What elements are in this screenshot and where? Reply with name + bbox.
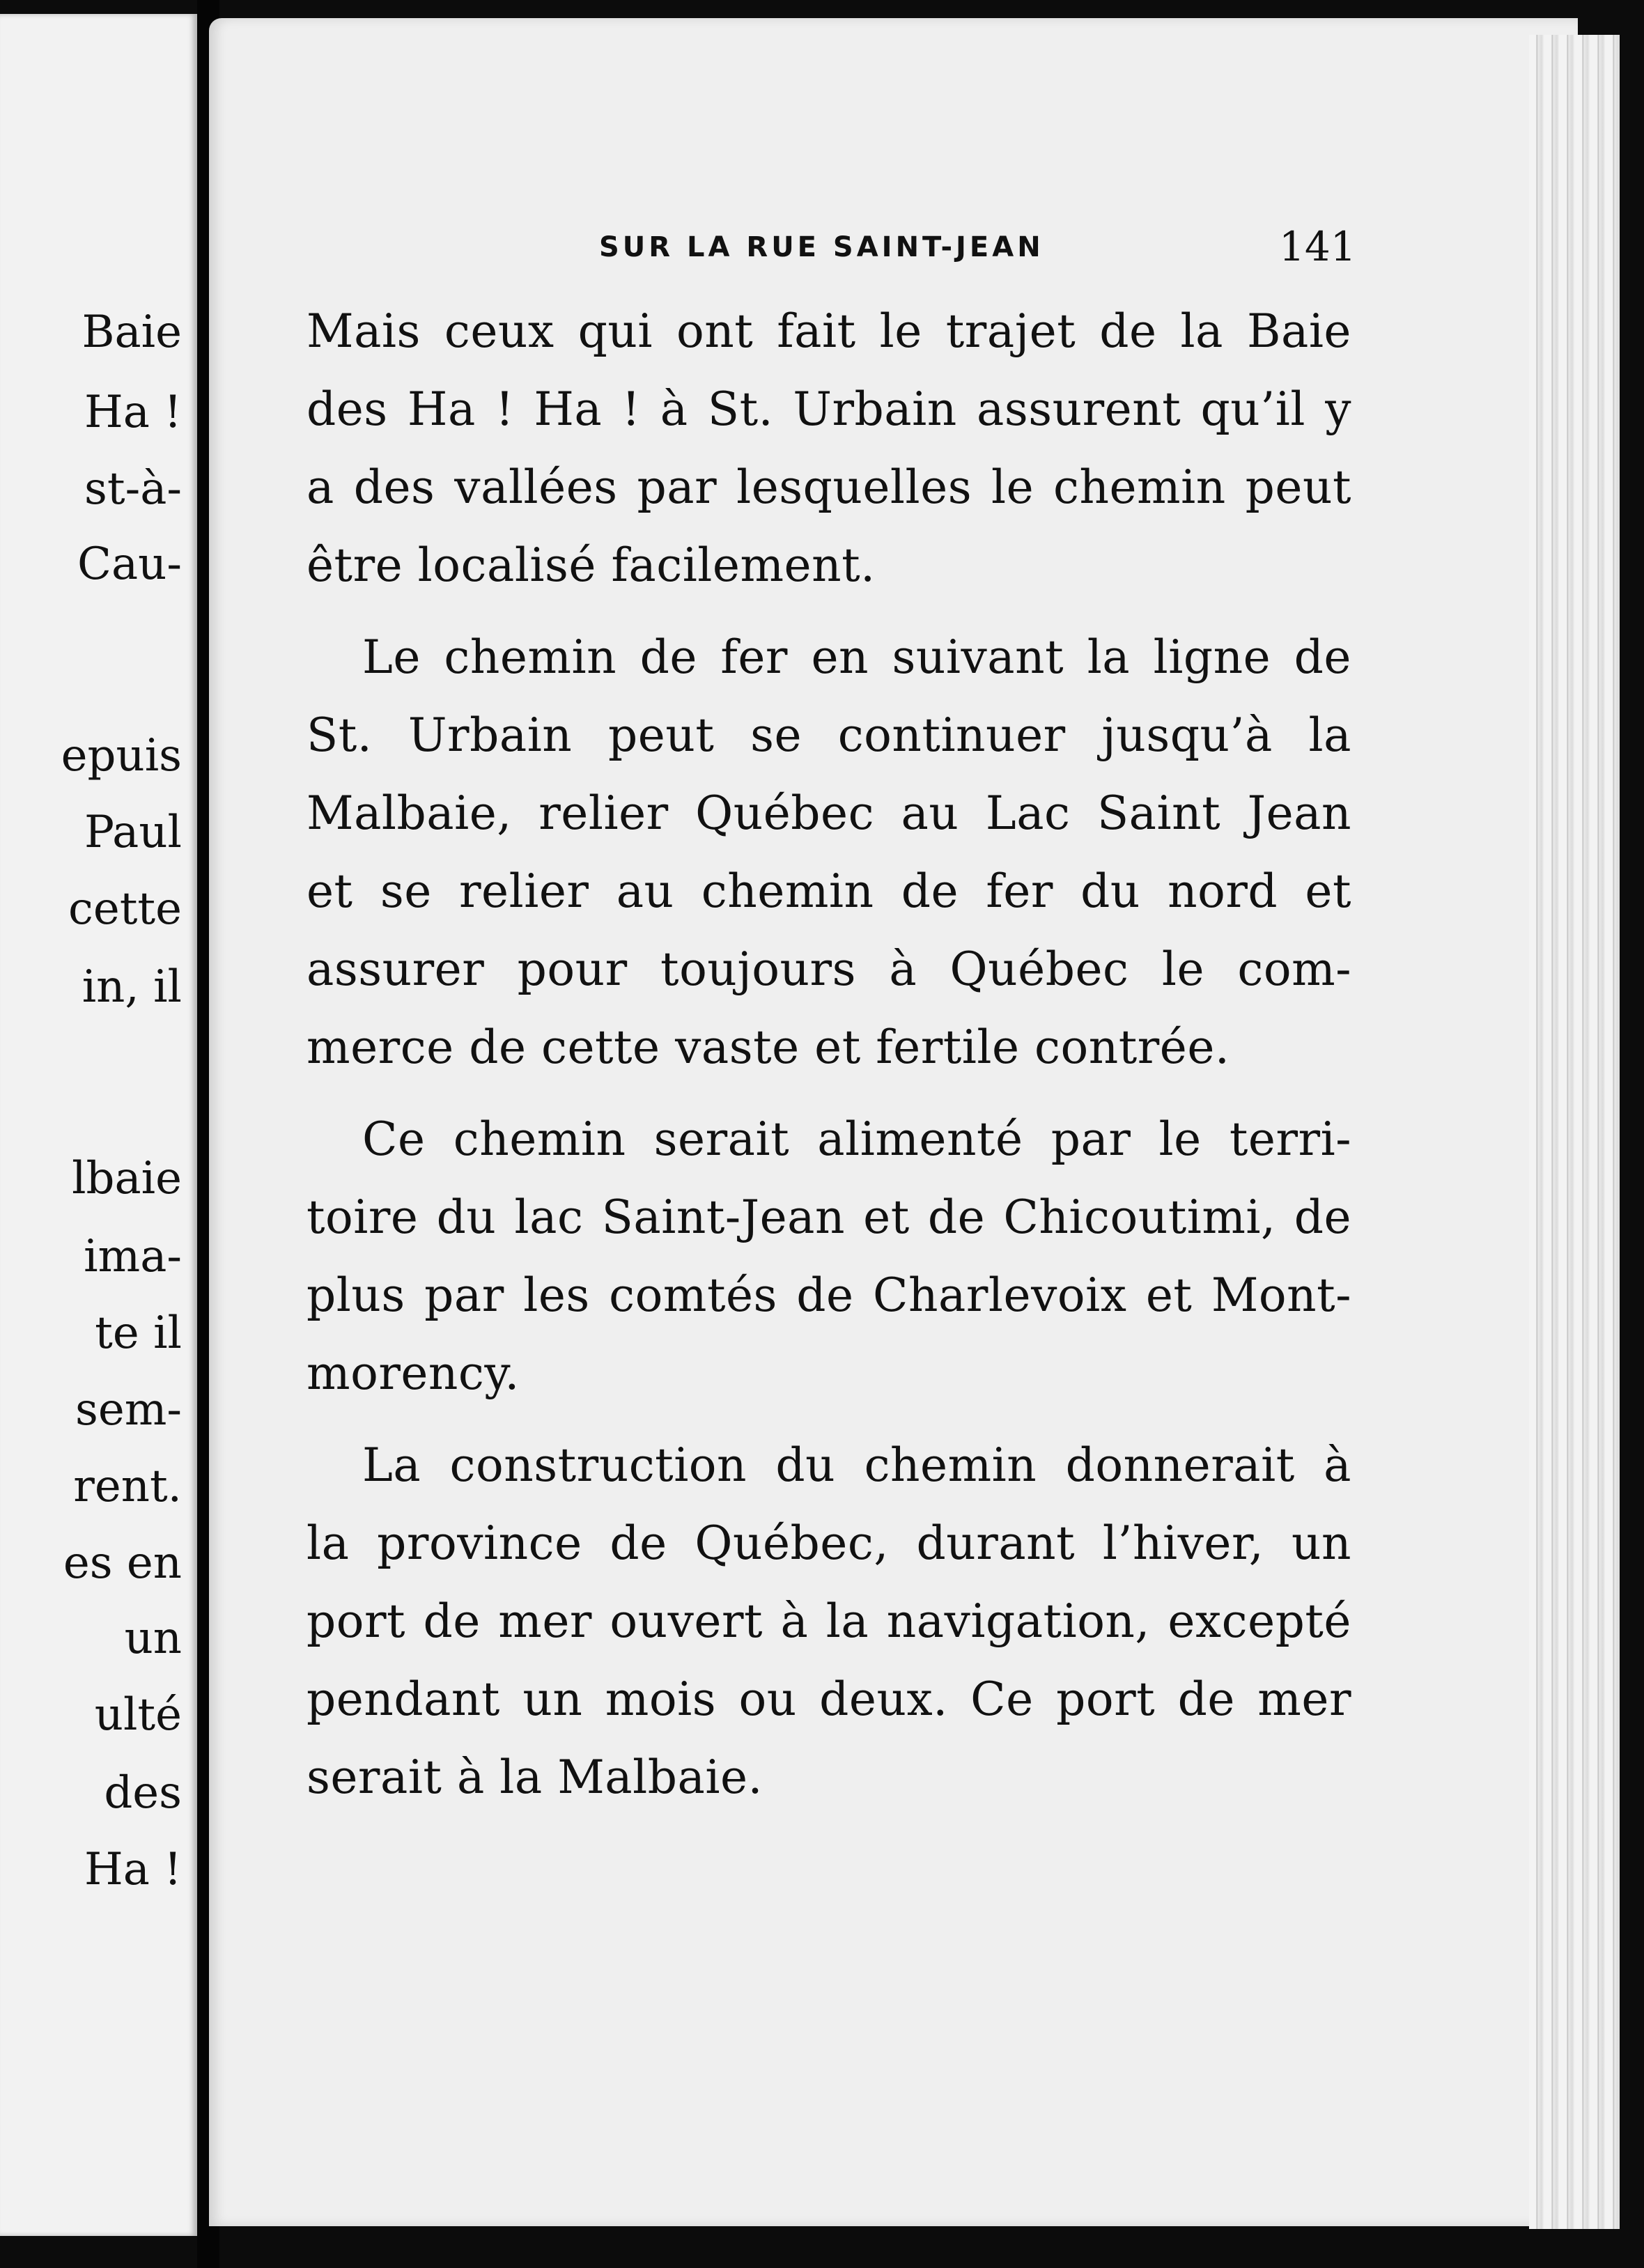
paragraph <box>307 1101 1351 1413</box>
text-line: a des vallées par lesquelles le chemin peut <box>307 460 1351 514</box>
left-page-fragment: in, il <box>82 961 182 1013</box>
left-page-fragment: rent. <box>73 1461 182 1512</box>
left-page-fragment: st-à- <box>84 463 182 515</box>
paragraph <box>307 619 1351 1087</box>
text-line: Le chemin de fer en suivant la ligne de <box>362 630 1351 684</box>
left-page-fragment: Ha ! <box>84 387 182 438</box>
text-line: serait à la Malbaie. <box>307 1750 763 1804</box>
left-page-fragment: un <box>124 1613 182 1664</box>
text-line: toire du lac Saint-Jean et de Chicoutimi, de <box>307 1190 1351 1244</box>
left-page-fragment: des <box>104 1767 182 1819</box>
text-line: la province de Québec, durant l’hiver, un <box>307 1516 1351 1570</box>
text-line: être localisé facilement. <box>307 538 876 592</box>
text-line: port de mer ouvert à la navigation, excepté <box>307 1594 1351 1648</box>
previous-page-edge <box>0 14 197 2236</box>
text-line: morency. <box>307 1346 520 1400</box>
left-page-fragment: Ha ! <box>84 1844 182 1895</box>
left-page-fragment: ima- <box>84 1231 182 1282</box>
text-line: Mais ceux qui ont fait le trajet de la Baie <box>307 304 1351 358</box>
text-line: St. Urbain peut se continuer jusqu’à la <box>307 708 1351 762</box>
text-line: Malbaie, relier Québec au Lac Saint Jean <box>307 786 1351 840</box>
left-page-fragment: es en <box>63 1537 182 1589</box>
running-head: SUR LA RUE SAINT-JEAN <box>599 231 1044 263</box>
text-line: La construction du chemin donnerait à <box>362 1438 1351 1492</box>
paragraph <box>307 1427 1351 1817</box>
left-page-fragment: epuis <box>61 730 182 782</box>
body-text <box>307 293 1351 1817</box>
page-edges-shadow <box>1620 28 1644 2236</box>
text-line: assurer pour toujours à Québec le com- <box>307 942 1351 996</box>
left-page-fragment: ulté <box>94 1689 182 1741</box>
text-line: merce de cette vaste et fertile contrée. <box>307 1020 1230 1074</box>
left-page-fragment: Baie <box>82 306 182 358</box>
left-page-fragment: lbaie <box>72 1153 182 1204</box>
left-page-fragment: cette <box>68 883 182 935</box>
page-number: 141 <box>1279 223 1356 270</box>
text-line: des Ha ! Ha ! à St. Urbain assurent qu’il y <box>307 382 1351 436</box>
left-page-fragment: te il <box>95 1307 182 1359</box>
text-line: Ce chemin serait alimenté par le terri- <box>362 1112 1351 1166</box>
text-line: plus par les comtés de Charlevoix et Mont- <box>307 1268 1351 1322</box>
left-page-fragment: Paul <box>84 807 182 858</box>
paragraph <box>307 293 1351 605</box>
left-page-fragment: Cau- <box>77 538 182 590</box>
text-line: pendant un mois ou deux. Ce port de mer <box>307 1672 1351 1726</box>
text-line: et se relier au chemin de fer du nord et <box>307 864 1351 918</box>
left-page-fragment: sem- <box>75 1384 182 1436</box>
